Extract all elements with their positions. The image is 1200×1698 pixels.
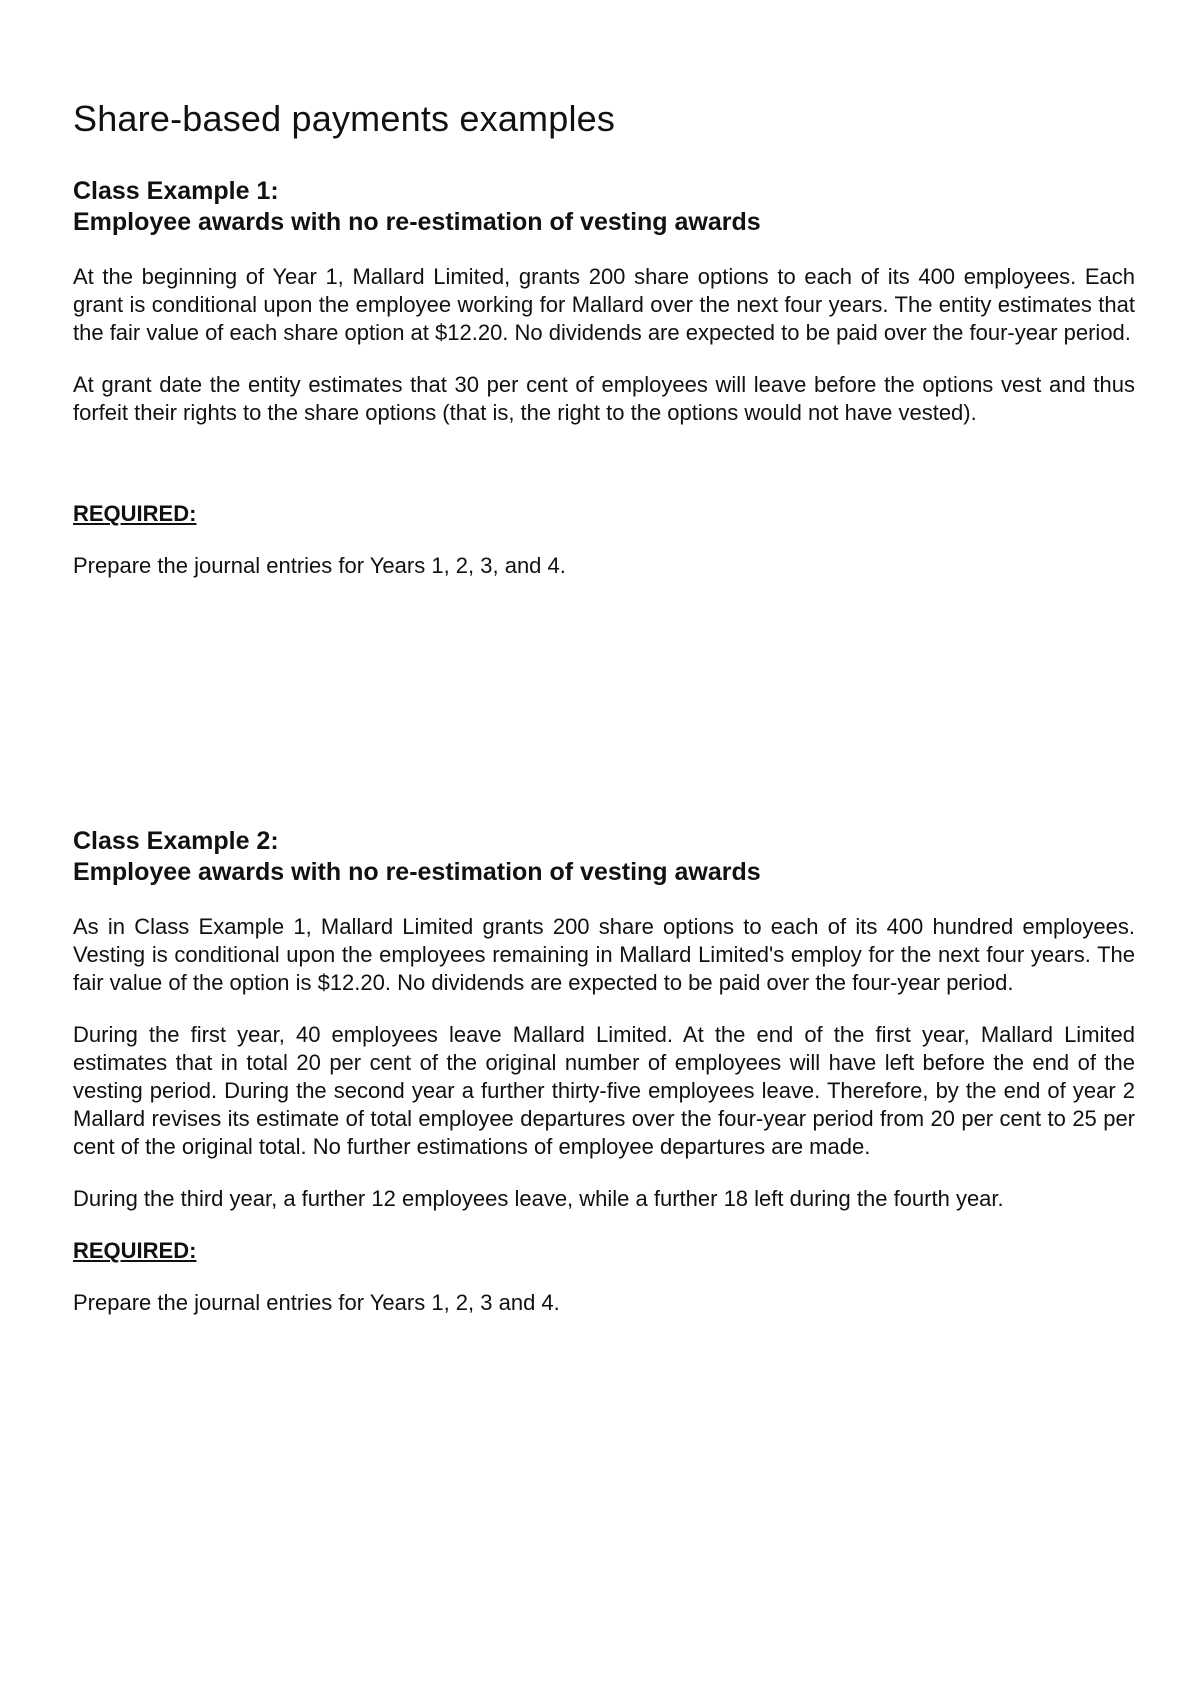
- example-2-paragraph-1: As in Class Example 1, Mallard Limited grants 200 share options to each of its 400 hundred employees. Vesting is conditional upon the employees remaining in Mallard Limited's employ for the next four years. The fair value of the option is $12.20. No dividends are expected to be paid over the four-year period.: [73, 914, 1135, 995]
- page-title: Share-based payments examples: [73, 98, 616, 139]
- example-1-label: Class Example 1:: [73, 177, 279, 205]
- example-2-label: Class Example 2:: [73, 827, 279, 855]
- example-1-instruction: Prepare the journal entries for Years 1, 2, 3, and 4.: [73, 553, 566, 578]
- example-2-paragraph-3: During the third year, a further 12 employees leave, while a further 18 left during the fourth year.: [73, 1186, 1004, 1211]
- example-1-paragraph-1: At the beginning of Year 1, Mallard Limited, grants 200 share options to each of its 400 employees. Each grant is conditional upon the employee working for Mallard over the next four years. The entity estimates that the fair value of each share option at $12.20. No dividends are expected to be paid over the four-year period.: [73, 264, 1135, 345]
- example-1-required-label: REQUIRED:: [73, 501, 197, 526]
- example-1-paragraph-2: At grant date the entity estimates that 30 per cent of employees will leave before the options vest and thus forfeit their rights to the share options (that is, the right to the options would not have vested).: [73, 372, 1135, 425]
- class-example-2: [73, 826, 1135, 1317]
- example-2-instruction: Prepare the journal entries for Years 1, 2, 3 and 4.: [73, 1290, 560, 1315]
- class-example-1: [73, 176, 1135, 580]
- example-2-paragraph-2: During the first year, 40 employees leave Mallard Limited. At the end of the first year, Mallard Limited estimates that in total 20 per cent of the original number of employees will have left before the end of the vesting period. During the second year a further thirty-five employees leave. Therefore, by the end of year 2 Mallard revises its estimate of total employee departures over the four-year period from 20 per cent to 25 per cent of the original total. No further estimations of employee departures are made.: [73, 1022, 1135, 1159]
- example-2-subtitle: Employee awards with no re-estimation of vesting awards: [73, 858, 761, 886]
- example-1-subtitle: Employee awards with no re-estimation of vesting awards: [73, 208, 761, 236]
- example-2-required-label: REQUIRED:: [73, 1238, 197, 1263]
